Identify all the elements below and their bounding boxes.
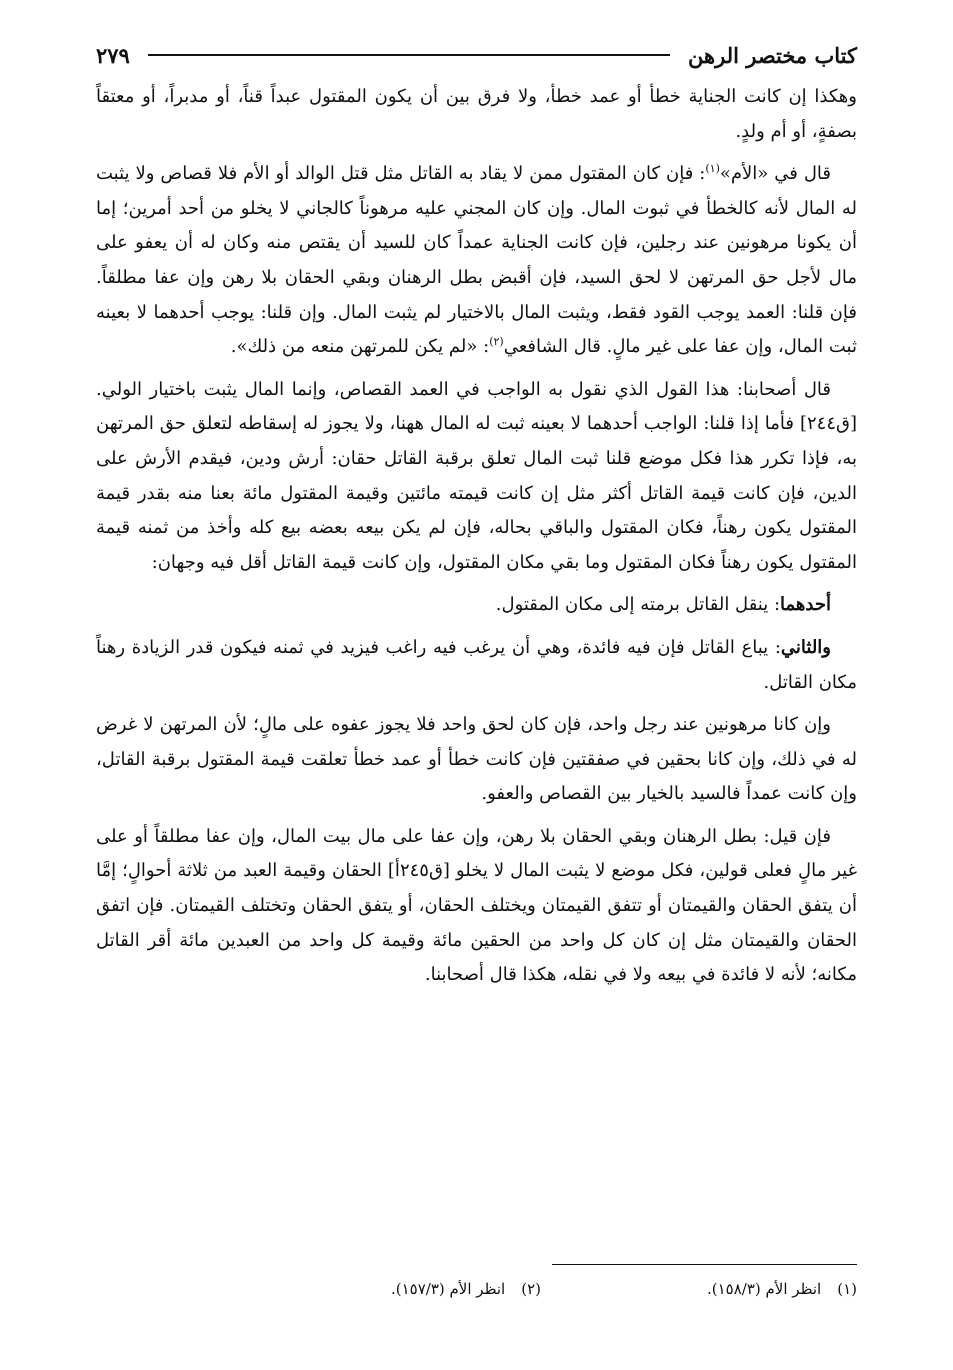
footnote-2-number: (٢) bbox=[521, 1280, 541, 1298]
page-number: ٢٧٩ bbox=[96, 42, 130, 68]
paragraph-5-text: : يباع القاتل فإن فيه فائدة، وهي أن يرغب فيه راغب فيزيد في ثمنه فيكون قدر الزيادة رهناً مكان القاتل. bbox=[96, 636, 857, 693]
footnotes bbox=[96, 1280, 857, 1298]
paragraph-2-part-a: قال في «الأم» bbox=[719, 163, 831, 185]
footnote-1 bbox=[541, 1280, 857, 1298]
header-rule bbox=[148, 54, 670, 56]
footnote-2 bbox=[391, 1280, 541, 1298]
footnote-rule bbox=[552, 1264, 857, 1265]
paragraph-1: وهكذا إن كانت الجناية خطأ أو عمد خطأ، ولا فرق بين أن يكون المقتول عبداً قناً، أو مدبراً، أو معتقاً بصفةٍ، أو أم ولدٍ. bbox=[96, 86, 857, 142]
paragraph-2 bbox=[96, 157, 857, 365]
paragraph-5-label: والثاني bbox=[780, 636, 831, 658]
page-header bbox=[96, 38, 857, 72]
paragraph-2-part-c: : «لم يكن للمرتهن منعه من ذلك». bbox=[230, 336, 490, 358]
footnote-1-text: انظر الأم (١٥٨/٣). bbox=[706, 1280, 822, 1298]
paragraph-4-text: : ينقل القاتل برمته إلى مكان المقتول. bbox=[495, 594, 781, 616]
page-body bbox=[96, 80, 857, 1001]
paragraph-4 bbox=[96, 588, 857, 623]
paragraph-2-part-b: : فإن كان المقتول ممن لا يقاد به القاتل مثل قتل الوالد أو الأم فلا قصاص ولا يثبت له المال لأنه كالخطأ في ثبوت المال. وإن كان المجني عليه مرهوناً كالجاني لا يخلو من أحد أمرين؛ إما أن يكونا مرهونين عند رجلين، فإن كانت الجناية عمداً كان للسيد أن يقتص منه وكان له أن يعفو على مال لأجل حق المرتهن لا لحق السيد، فإن أقبض بطل الرهنان وبقي الحقان بلا رهن وإن عفا مطلقاً. فإن قلنا: العمد يوجب القود فقط، ويثبت المال بالاختيار لم يثبت المال. وإن قلنا: يوجب أحدهما لا بعينه ثبت المال، وإن عفا على غير مالٍ. قال الشافعي bbox=[96, 163, 857, 358]
paragraph-5 bbox=[96, 631, 857, 700]
running-title: كتاب مختصر الرهن bbox=[688, 42, 857, 68]
footnote-2-text: انظر الأم (١٥٧/٣). bbox=[390, 1280, 506, 1298]
paragraph-3: قال أصحابنا: هذا القول الذي نقول به الواجب في العمد القصاص، وإنما المال يثبت باختيار الولي. [ق٢٤٤] فأما إذا قلنا: الواجب أحدهما لا بعينه ثبت له المال ههنا، ولا يجوز له إسقاطه لتعلق حق المرتهن به، فإذا تكرر هذا فكل موضع قلنا ثبت المال تعلق برقبة القاتل حقان: أرش ودين، فيقدم الأرش على الدين، فإن كانت قيمة القاتل أكثر مثل إن كانت قيمته مائتين وقيمة المقتول مائة بعنا منه بقدر قيمة المقتول يكون رهناً، فكان المقتول والباقي بحاله، فإن لم يكن بيعه بعضه بيع كله وأخذ من ثمنه قيمة المقتول يكون رهناً فكان المقتول وما بقي مكان المقتول، وإن كانت قيمة القاتل أقل فيه وجهان: bbox=[96, 378, 857, 573]
paragraph-7: فإن قيل: بطل الرهنان وبقي الحقان بلا رهن، وإن عفا على مال بيت المال، وإن عفا مطلقاً أو على غير مالٍ فعلى قولين، فكل موضع لا يثبت المال لا يخلو [ق٢٤٥أ] الحقان وقيمة العبد من ثلاثة أحوالٍ؛ إمَّا أن يتفق الحقان والقيمتان أو تتفق القيمتان ويختلف الحقان، أو يتفق الحقان وتختلف القيمتان. فإن اتفق الحقان والقيمتان مثل إن كان كل واحد من الحقين مائة وقيمة كل واحد من العبدين مائة أقر القاتل مكانه؛ لأنه لا فائدة في بيعه ولا في نقله، هكذا قال أصحابنا. bbox=[96, 825, 857, 986]
paragraph-6: وإن كانا مرهونين عند رجل واحد، فإن كان لحق واحد فلا يجوز عفوه على مالٍ؛ لأن المرتهن لا غرض له في ذلك، وإن كانا بحقين في صفقتين فإن كانت خطأ أو عمد خطأ تعلقت قيمة المقتول برقبة القاتل، وإن كانت عمداً فالسيد بالخيار بين القصاص والعفو. bbox=[96, 714, 857, 805]
paragraph-4-label: أحدهما bbox=[780, 594, 831, 616]
footnote-1-number: (١) bbox=[837, 1280, 857, 1298]
footnote-ref-1: (١) bbox=[705, 162, 720, 176]
footnote-ref-2: (٢) bbox=[489, 335, 504, 349]
